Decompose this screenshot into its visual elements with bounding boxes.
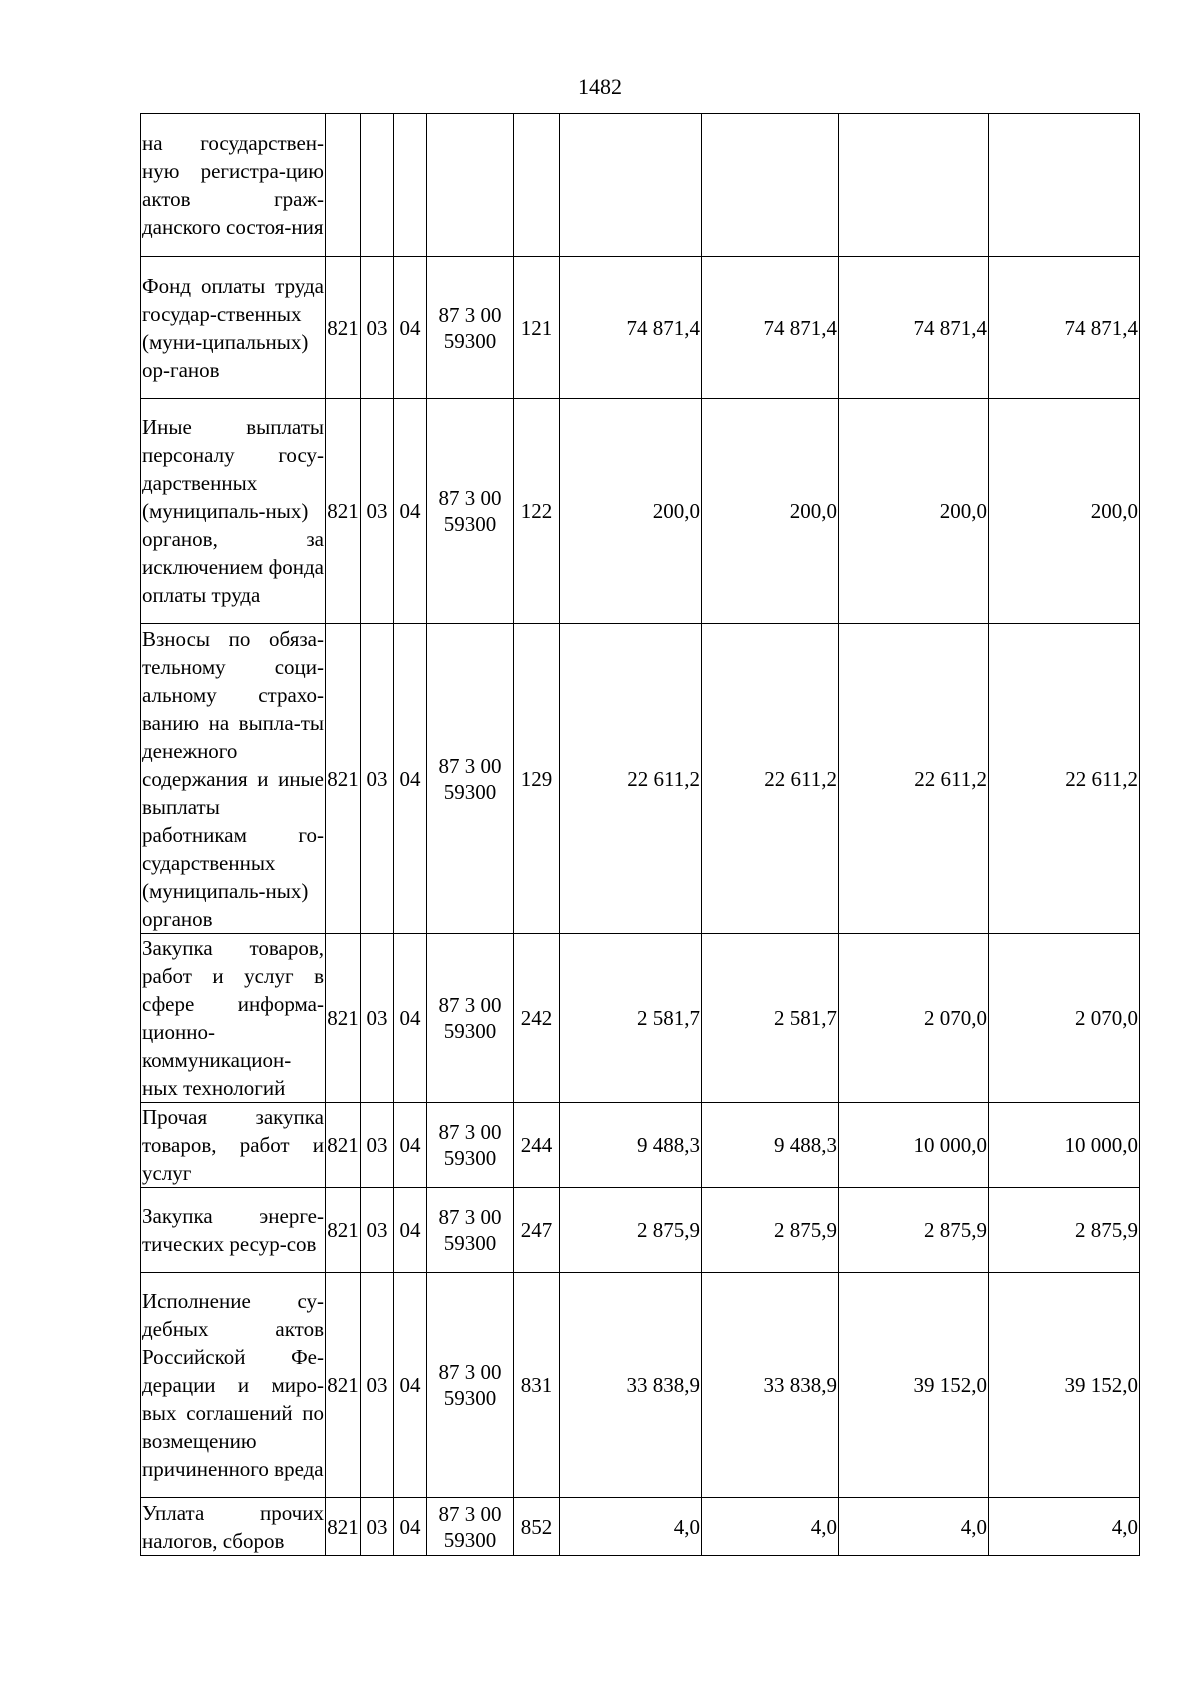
section-code: 03: [361, 257, 394, 399]
expense-type-code: 852: [514, 1498, 560, 1556]
target-article-code: 87 3 00 59300: [427, 257, 514, 399]
amount-2: 200,0: [702, 399, 839, 624]
page-number: 1482: [578, 74, 622, 99]
target-article-code: 87 3 00 59300: [427, 624, 514, 934]
amount-1: 2 581,7: [560, 934, 702, 1103]
table-row: [141, 257, 1140, 399]
grbs-code: 821: [326, 934, 361, 1103]
target-article-code: 87 3 00 59300: [427, 1188, 514, 1273]
expense-type-code: 831: [514, 1273, 560, 1498]
target-article-code: 87 3 00 59300: [427, 934, 514, 1103]
expense-type-code: 121: [514, 257, 560, 399]
grbs-code: 821: [326, 399, 361, 624]
grbs-code: 821: [326, 1188, 361, 1273]
amount-3: 200,0: [839, 399, 989, 624]
grbs-code: 821: [326, 257, 361, 399]
expense-type-code: [514, 114, 560, 257]
amount-1: 9 488,3: [560, 1103, 702, 1188]
expense-type-code: 247: [514, 1188, 560, 1273]
target-article-code: 87 3 00 59300: [427, 399, 514, 624]
table-row: [141, 1188, 1140, 1273]
subsection-code: 04: [394, 934, 427, 1103]
amount-4: 200,0: [989, 399, 1140, 624]
amount-3: 39 152,0: [839, 1273, 989, 1498]
table-row: [141, 1103, 1140, 1188]
row-name: Иные выплаты персоналу госу-дарственных (муниципаль-ных) органов, за исключением фонда оплаты труда: [141, 399, 326, 624]
target-article-code: 87 3 00 59300: [427, 1498, 514, 1556]
grbs-code: 821: [326, 1103, 361, 1188]
amount-4: 2 875,9: [989, 1188, 1140, 1273]
table-row: [141, 399, 1140, 624]
row-name: Исполнение су-дебных актов Российской Фе-дерации и миро-вых соглашений по возмещению причиненного вреда: [141, 1273, 326, 1498]
amount-1: 74 871,4: [560, 257, 702, 399]
amount-3: 2 070,0: [839, 934, 989, 1103]
target-article-code: 87 3 00 59300: [427, 1273, 514, 1498]
subsection-code: 04: [394, 399, 427, 624]
amount-3: 2 875,9: [839, 1188, 989, 1273]
amount-3: [839, 114, 989, 257]
amount-2: 74 871,4: [702, 257, 839, 399]
row-name: на государствен-ную регистра-цию актов граж-данского состоя-ния: [141, 114, 326, 257]
table-row: [141, 114, 1140, 257]
amount-4: 39 152,0: [989, 1273, 1140, 1498]
expense-type-code: 129: [514, 624, 560, 934]
row-name: Фонд оплаты труда государ-ственных (муни-ципальных) ор-ганов: [141, 257, 326, 399]
amount-2: 2 581,7: [702, 934, 839, 1103]
expense-type-code: 242: [514, 934, 560, 1103]
amount-3: 4,0: [839, 1498, 989, 1556]
amount-3: 10 000,0: [839, 1103, 989, 1188]
amount-2: 2 875,9: [702, 1188, 839, 1273]
amount-4: 2 070,0: [989, 934, 1140, 1103]
amount-1: 22 611,2: [560, 624, 702, 934]
section-code: 03: [361, 624, 394, 934]
budget-table: [140, 113, 1140, 1556]
row-name: Закупка товаров, работ и услуг в сфере информа-ционно-коммуникацион-ных технологий: [141, 934, 326, 1103]
amount-4: [989, 114, 1140, 257]
amount-1: 4,0: [560, 1498, 702, 1556]
table-row: [141, 1273, 1140, 1498]
target-article-code: 87 3 00 59300: [427, 1103, 514, 1188]
section-code: 03: [361, 399, 394, 624]
target-article-code: [427, 114, 514, 257]
grbs-code: 821: [326, 1498, 361, 1556]
amount-2: 9 488,3: [702, 1103, 839, 1188]
amount-1: 33 838,9: [560, 1273, 702, 1498]
table-row: [141, 624, 1140, 934]
subsection-code: 04: [394, 1498, 427, 1556]
grbs-code: [326, 114, 361, 257]
amount-1: 200,0: [560, 399, 702, 624]
amount-1: 2 875,9: [560, 1188, 702, 1273]
amount-3: 74 871,4: [839, 257, 989, 399]
row-name: Закупка энерге-тических ресур-сов: [141, 1188, 326, 1273]
subsection-code: 04: [394, 257, 427, 399]
row-name: Уплата прочих налогов, сборов: [141, 1498, 326, 1556]
expense-type-code: 122: [514, 399, 560, 624]
amount-2: [702, 114, 839, 257]
amount-4: 22 611,2: [989, 624, 1140, 934]
grbs-code: 821: [326, 1273, 361, 1498]
amount-1: [560, 114, 702, 257]
amount-4: 74 871,4: [989, 257, 1140, 399]
amount-2: 22 611,2: [702, 624, 839, 934]
subsection-code: 04: [394, 1188, 427, 1273]
section-code: 03: [361, 1498, 394, 1556]
section-code: 03: [361, 1273, 394, 1498]
section-code: 03: [361, 1103, 394, 1188]
amount-2: 4,0: [702, 1498, 839, 1556]
row-name: Прочая закупка товаров, работ и услуг: [141, 1103, 326, 1188]
amount-2: 33 838,9: [702, 1273, 839, 1498]
section-code: 03: [361, 934, 394, 1103]
amount-4: 10 000,0: [989, 1103, 1140, 1188]
grbs-code: 821: [326, 624, 361, 934]
row-name: Взносы по обяза-тельному соци-альному страхо-ванию на выпла-ты денежного содержания и иные выплаты работникам го-сударственных (муниципаль-ных) органов: [141, 624, 326, 934]
subsection-code: [394, 114, 427, 257]
subsection-code: 04: [394, 1273, 427, 1498]
table-row: [141, 1498, 1140, 1556]
expense-type-code: 244: [514, 1103, 560, 1188]
amount-4: 4,0: [989, 1498, 1140, 1556]
section-code: 03: [361, 1188, 394, 1273]
table-row: [141, 934, 1140, 1103]
subsection-code: 04: [394, 624, 427, 934]
section-code: [361, 114, 394, 257]
subsection-code: 04: [394, 1103, 427, 1188]
amount-3: 22 611,2: [839, 624, 989, 934]
